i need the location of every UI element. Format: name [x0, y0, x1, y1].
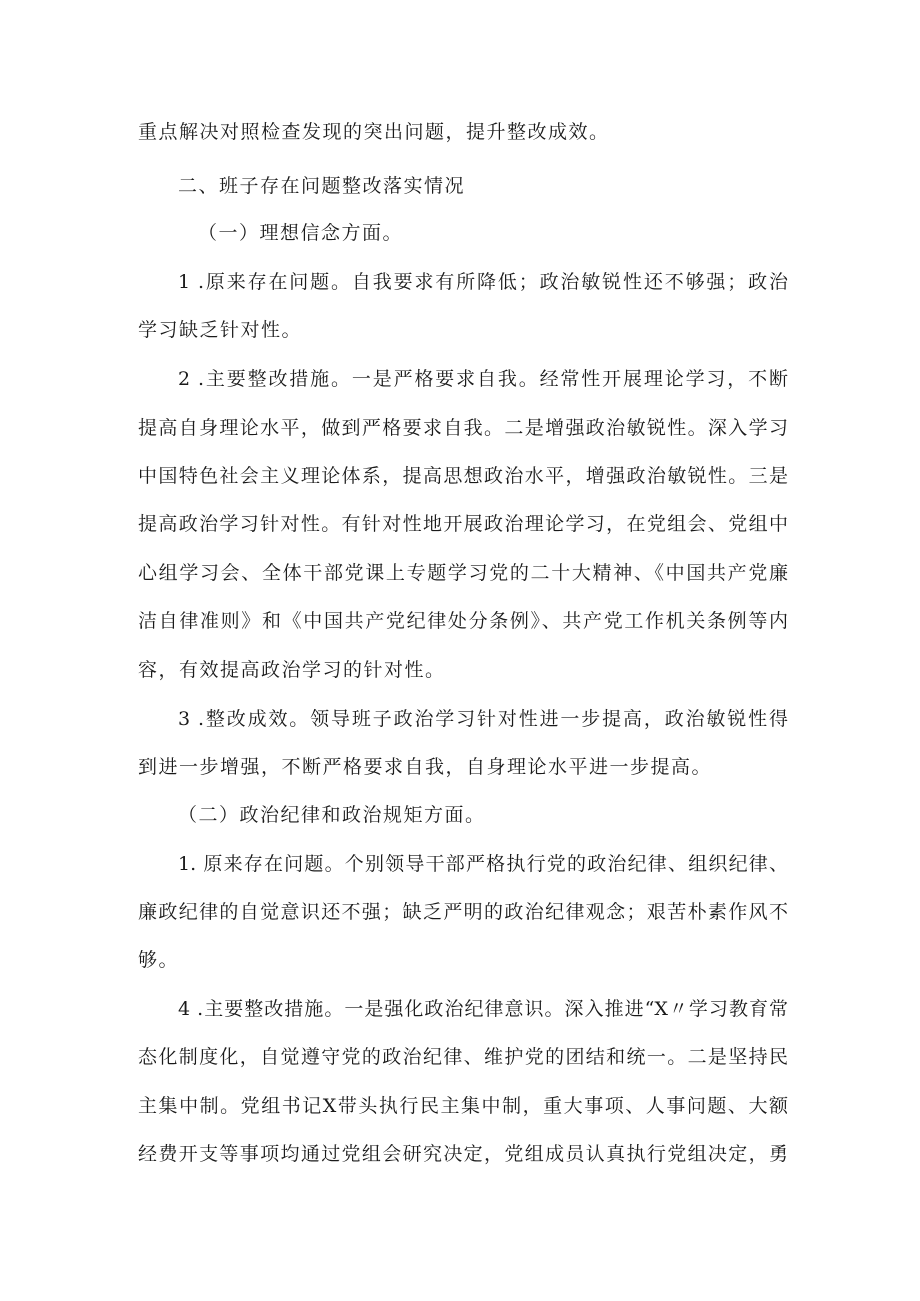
paragraph-line: 态化制度化，自觉遵守党的政治纪律、维护党的团结和统一。二是坚持民: [138, 1046, 788, 1068]
paragraph-line: 1 .原来存在问题。自我要求有所降低；政治敏锐性还不够强；政治: [178, 271, 788, 293]
paragraph-line: 重点解决对照检查发现的突出问题，提升整改成效。: [138, 121, 610, 143]
paragraph-line: 到进一步增强，不断严格要求自我，自身理论水平进一步提高。: [138, 756, 713, 778]
paragraph-line: 容，有效提高政治学习的针对性。: [138, 659, 446, 681]
paragraph-line: 1. 原来存在问题。个别领导干部严格执行党的政治纪律、组织纪律、: [178, 853, 788, 875]
paragraph-line: 够。: [138, 949, 180, 971]
paragraph-line: 3 .整改成效。领导班子政治学习针对性进一步提高，政治敏锐性得: [178, 708, 788, 730]
paragraph-line: 提高自身理论水平，做到严格要求自我。二是增强政治敏锐性。深入学习: [138, 417, 788, 439]
paragraph-line: 廉政纪律的自觉意识还不强；缺乏严明的政治纪律观念；艰苦朴素作风不: [138, 901, 788, 923]
section-heading: 二、班子存在问题整改落实情况: [178, 175, 466, 197]
paragraph-line: 洁自律准则》和《中国共产党纪律处分条例》、共产党工作机关条例等内: [138, 610, 788, 632]
paragraph-line: 主集中制。党组书记X带头执行民主集中制，重大事项、人事问题、大额: [138, 1095, 788, 1117]
paragraph-line: 心组学习会、全体干部党课上专题学习党的二十大精神、《中国共产党廉: [138, 562, 788, 584]
paragraph-line: 4 .主要整改措施。一是强化政治纪律意识。深入推进“X〃学习教育常: [178, 998, 788, 1020]
paragraph-line: 提高政治学习针对性。有针对性地开展政治理论学习，在党组会、党组中: [138, 513, 788, 535]
paragraph-line: 中国特色社会主义理论体系，提高思想政治水平，增强政治敏锐性。三是: [138, 465, 788, 487]
subsection-heading: （一）理想信念方面。: [198, 222, 404, 244]
paragraph-line: 2 .主要整改措施。一是严格要求自我。经常性开展理论学习，不断: [178, 368, 788, 390]
subsection-heading: （二）政治纪律和政治规矩方面。: [178, 804, 486, 826]
paragraph-line: 学习缺乏针对性。: [138, 319, 303, 341]
paragraph-line: 经费开支等事项均通过党组会研究决定，党组成员认真执行党组决定，勇: [138, 1143, 788, 1165]
